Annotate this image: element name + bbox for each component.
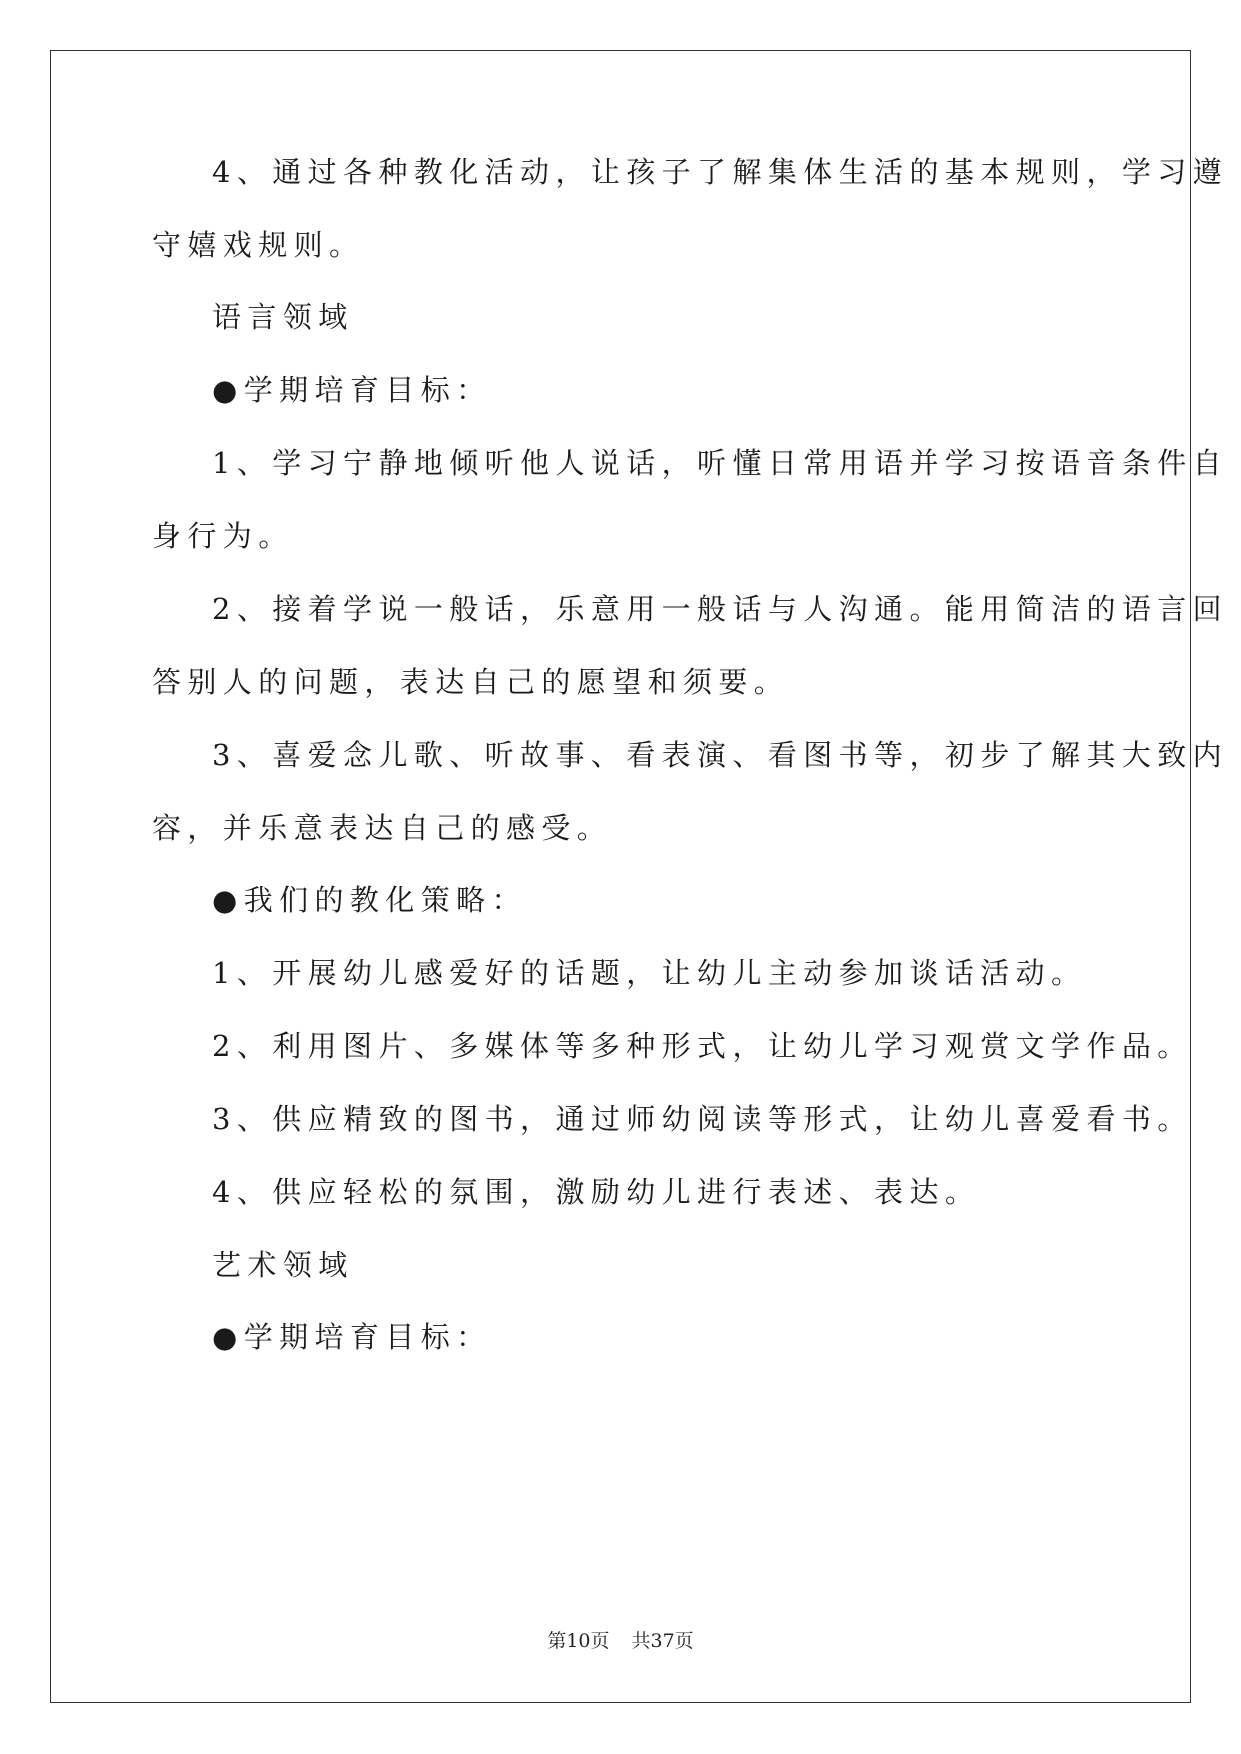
paragraph-line: 1、学习宁静地倾听他人说话，听懂日常用语并学习按语音条件自	[212, 446, 1229, 480]
paragraph-line: 答别人的问题，表达自己的愿望和须要。	[152, 665, 790, 699]
page-number: 第10页	[547, 1630, 610, 1652]
paragraph-line: 3、喜爱念儿歌、听故事、看表演、看图书等，初步了解其大致内	[212, 738, 1229, 772]
bullet-heading: ●学期培育目标：	[212, 1320, 492, 1354]
paragraph-line: 4、供应轻松的氛围，激励幼儿进行表述、表达。	[212, 1175, 981, 1209]
bullet-heading: ●学期培育目标：	[212, 373, 492, 407]
page-total: 共37页	[631, 1630, 694, 1652]
paragraph-line: 3、供应精致的图书，通过师幼阅读等形式，让幼儿喜爱看书。	[212, 1102, 1193, 1136]
bullet-heading: ●我们的教化策略：	[212, 883, 527, 917]
paragraph-line: 1、开展幼儿感爱好的话题，让幼儿主动参加谈话活动。	[212, 956, 1087, 990]
section-heading: 艺术领域	[212, 1248, 354, 1282]
page-footer	[0, 1628, 1241, 1654]
paragraph-line: 4、通过各种教化活动，让孩子了解集体生活的基本规则，学习遵	[212, 155, 1229, 189]
paragraph-line: 容，并乐意表达自己的感受。	[152, 811, 613, 845]
paragraph-line: 身行为。	[152, 519, 294, 553]
paragraph-line: 守嬉戏规则。	[152, 228, 365, 262]
paragraph-line: 2、接着学说一般话，乐意用一般话与人沟通。能用简洁的语言回	[212, 592, 1229, 626]
section-heading: 语言领域	[212, 300, 354, 334]
paragraph-line: 2、利用图片、多媒体等多种形式，让幼儿学习观赏文学作品。	[212, 1029, 1193, 1063]
